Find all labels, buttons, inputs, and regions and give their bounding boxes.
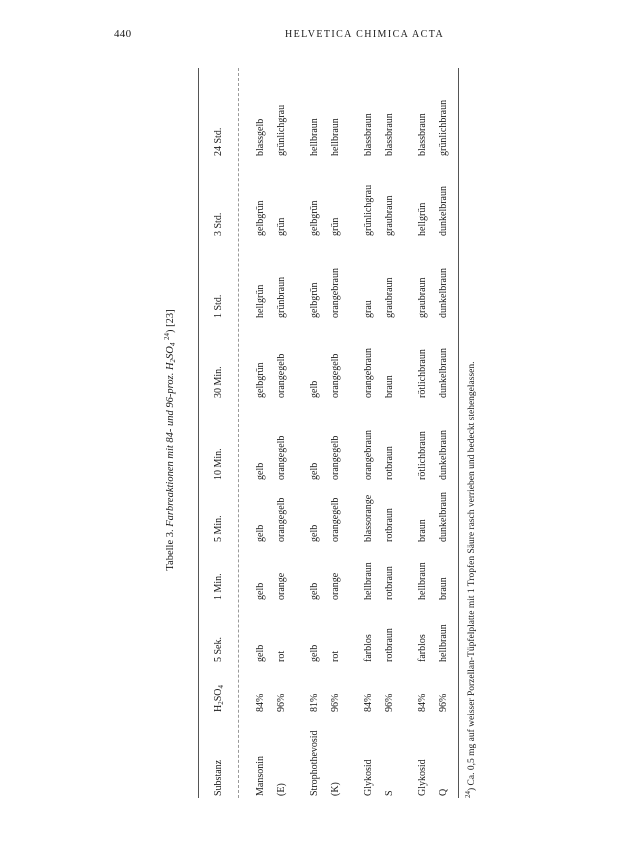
table-row <box>325 68 346 798</box>
header-1-std: 1 Std. <box>213 294 224 318</box>
substance-name: (E) <box>276 783 287 796</box>
table-row <box>271 68 292 798</box>
caption-formula-so: SO <box>165 346 176 359</box>
header-10-min: 10 Min. <box>213 448 224 480</box>
table-row <box>304 68 325 798</box>
color-cell: gelbgrün <box>309 282 320 318</box>
caption-formula-h: H <box>165 362 176 371</box>
table-footnote <box>464 362 477 798</box>
color-cell: grün <box>330 217 341 236</box>
acid-concentration: 84% <box>363 693 374 712</box>
color-cell: orangegelb <box>330 497 341 542</box>
color-cell: gelb <box>255 582 266 600</box>
color-cell: graubraun <box>384 277 395 318</box>
color-cell: gelb <box>309 644 320 662</box>
caption-ref: ) [23] <box>165 309 176 333</box>
substance-name: Glykosid <box>363 759 374 796</box>
color-cell: hellbraun <box>417 562 428 600</box>
color-cell: hellbraun <box>363 562 374 600</box>
color-cell: hellbraun <box>438 624 449 662</box>
color-cell: grün <box>276 217 287 236</box>
color-reaction-table <box>199 68 454 798</box>
acid-concentration: 96% <box>438 693 449 712</box>
color-cell: gelb <box>255 462 266 480</box>
color-cell: gelbgrün <box>309 200 320 236</box>
color-cell: rotbraun <box>384 446 395 480</box>
caption-prefix: Tabelle 3. <box>165 529 176 571</box>
table-row <box>433 68 454 798</box>
header-24-std: 24 Std. <box>213 127 224 156</box>
substance-name: (K) <box>330 782 341 796</box>
acid-concentration: 81% <box>309 693 320 712</box>
footnote-mark: 24 <box>464 791 472 798</box>
header-5-sek: 5 Sek. <box>213 637 224 662</box>
color-cell: blassbraun <box>417 113 428 156</box>
header-h2so4-sub: 2 <box>216 701 225 705</box>
acid-concentration: 84% <box>417 693 428 712</box>
color-cell: grau <box>363 300 374 318</box>
caption-footnote-mark: 24 <box>163 332 171 340</box>
color-cell: gelb <box>309 380 320 398</box>
color-cell: graubraun <box>384 195 395 236</box>
color-cell: dunkelbraun <box>438 186 449 236</box>
color-cell: hellbraun <box>309 118 320 156</box>
color-cell: gelb <box>255 644 266 662</box>
acid-concentration: 84% <box>255 693 266 712</box>
color-cell: dunkelbraun <box>438 348 449 398</box>
color-cell: farblos <box>363 634 374 662</box>
color-cell: orangegelb <box>276 497 287 542</box>
color-cell: rotbraun <box>384 628 395 662</box>
header-row <box>199 68 238 798</box>
header-30-min: 30 Min. <box>213 366 224 398</box>
color-cell: rötlichbraun <box>417 431 428 480</box>
color-cell: blassbraun <box>363 113 374 156</box>
color-cell: gelbgrün <box>255 362 266 398</box>
caption-formula-sub4: 4 <box>169 342 177 347</box>
page-number: 440 <box>114 28 132 40</box>
color-cell: gelb <box>309 462 320 480</box>
color-cell: orangebraun <box>363 430 374 480</box>
color-cell: hellbraun <box>330 118 341 156</box>
journal-header: HELVETICA CHIMICA ACTA <box>285 29 445 40</box>
color-cell: blassorange <box>363 494 374 542</box>
color-cell: dunkelbraun <box>438 492 449 542</box>
color-cell: grünlichgrau <box>363 184 374 236</box>
acid-concentration: 96% <box>384 693 395 712</box>
header-substanz: Substanz <box>213 759 224 796</box>
color-cell: rotbraun <box>384 508 395 542</box>
color-cell: gelb <box>255 524 266 542</box>
color-cell: rotbraun <box>384 566 395 600</box>
color-cell: grünlichgrau <box>276 104 287 156</box>
color-cell: orange <box>330 572 341 600</box>
color-cell: graubraun <box>417 277 428 318</box>
substance-name: S <box>384 790 395 796</box>
color-cell: grünlichbraun <box>438 99 449 156</box>
color-cell: orangegelb <box>330 435 341 480</box>
substance-name: Q <box>438 788 449 796</box>
header-h2so4 <box>199 664 238 714</box>
header-5-min: 5 Min. <box>213 515 224 542</box>
color-cell: hellgrün <box>417 202 428 236</box>
table-row <box>412 68 433 798</box>
rule-bottom <box>458 68 459 798</box>
caption-formula-sub: 2 <box>169 358 177 363</box>
header-h2so4-so: SO <box>212 688 224 702</box>
header-h2so4-sub4: 4 <box>216 684 225 689</box>
color-cell: braun <box>384 375 395 398</box>
color-cell: blassgelb <box>255 118 266 156</box>
color-cell: rötlichbraun <box>417 349 428 398</box>
color-cell: gelbgrün <box>255 200 266 236</box>
color-cell: orangegelb <box>330 353 341 398</box>
color-cell: dunkelbraun <box>438 268 449 318</box>
substance-name: Mansonin <box>255 756 266 796</box>
table-caption <box>163 60 177 820</box>
color-cell: rot <box>276 650 287 662</box>
color-cell: orangegelb <box>276 353 287 398</box>
color-cell: hellgrün <box>255 284 266 318</box>
rotated-table-block <box>158 60 478 820</box>
table-row <box>358 68 379 798</box>
acid-concentration: 96% <box>330 693 341 712</box>
color-cell: blassbraun <box>384 113 395 156</box>
color-cell: braun <box>417 519 428 542</box>
color-cell: orange <box>276 572 287 600</box>
table-row <box>379 68 400 798</box>
header-h2so4-h: H <box>212 704 224 712</box>
substance-name: Glykosid <box>417 759 428 796</box>
color-cell: orangebraun <box>363 348 374 398</box>
color-cell: rot <box>330 650 341 662</box>
header-1-min: 1 Min. <box>213 573 224 600</box>
color-cell: farblos <box>417 634 428 662</box>
color-cell: orangegelb <box>276 435 287 480</box>
color-cell: gelb <box>309 524 320 542</box>
footnote-text: ) Ca. 0,5 mg auf weisser Porzellan-Tüpfelplatte mit 1 Tropfen Säure rasch verrieben und bedeckt stehengelassen. <box>467 361 477 791</box>
color-cell: gelb <box>309 582 320 600</box>
table-row <box>250 68 271 798</box>
acid-concentration: 96% <box>276 693 287 712</box>
header-3-std: 3 Std. <box>213 212 224 236</box>
caption-title: Farbreaktionen mit 84- und 96-proz. <box>165 372 176 527</box>
color-cell: orangebraun <box>330 268 341 318</box>
color-cell: dunkelbraun <box>438 430 449 480</box>
color-cell: grünbraun <box>276 276 287 318</box>
color-cell: braun <box>438 577 449 600</box>
substance-name: Strophothevosid <box>309 730 320 796</box>
